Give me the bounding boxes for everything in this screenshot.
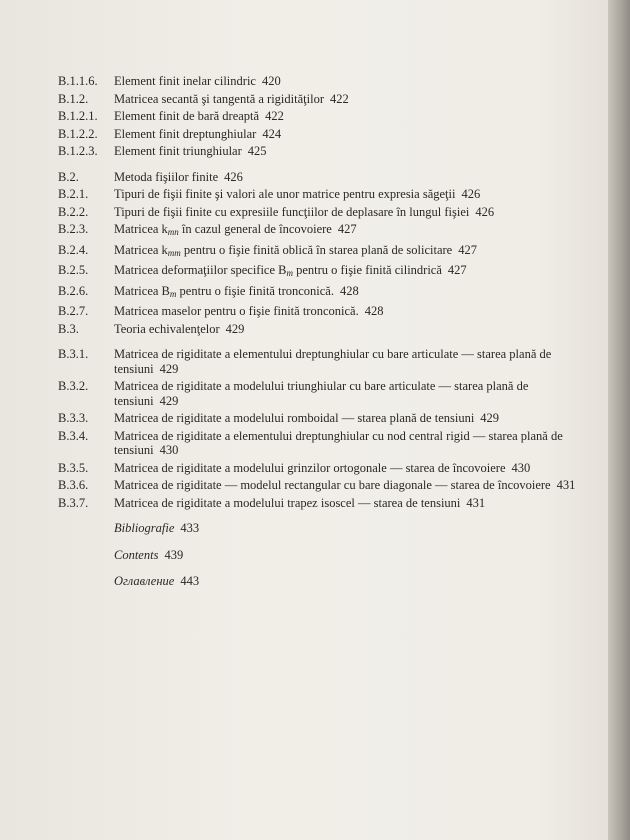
book-spine — [608, 0, 630, 840]
toc-title: Tipuri de fişii finite şi valori ale unor matrice pentru expresia săgeţii — [114, 187, 456, 201]
toc-entry[interactable] — [58, 322, 578, 337]
toc-entry[interactable] — [58, 379, 578, 408]
toc-number: B.2.1. — [58, 187, 89, 201]
contents-title: Contents — [114, 547, 159, 562]
toc-entry[interactable] — [58, 304, 578, 319]
toc-page: 429 — [225, 321, 245, 336]
toc-number: B.3.4. — [58, 428, 89, 443]
toc-title: Matricea de rigiditate — modelul rectangular cu bare diagonale — starea de încovoiere — [114, 478, 551, 492]
toc-page: 427 — [447, 263, 467, 277]
toc-number: B.2.4. — [58, 242, 89, 257]
toc-page: 429 — [480, 411, 500, 425]
russian-contents-title: Оглавление — [114, 574, 175, 588]
toc-page: 422 — [265, 109, 284, 123]
toc-number: B.1.2.1. — [58, 109, 98, 123]
toc-page: 433 — [180, 521, 200, 535]
toc-entry[interactable] — [58, 347, 578, 376]
toc-number: B.3.3. — [58, 411, 89, 425]
toc-title: Metoda fişiilor finite — [114, 169, 219, 184]
toc-number: B.3.6. — [58, 478, 89, 492]
toc-number: B.1.2.3. — [58, 144, 98, 158]
back-matter-entry[interactable] — [58, 521, 578, 536]
toc-title: Matricea de rigiditate a elementului dreptunghiular cu nod central rigid — starea plană de tensiuni — [114, 428, 563, 457]
table-of-contents — [58, 74, 578, 592]
toc-number: B.3.7. — [58, 495, 89, 510]
toc-entry[interactable] — [58, 263, 578, 281]
toc-title: Matricea de rigiditate a modelului grinzilor ortogonale — starea de încovoiere — [114, 460, 506, 475]
toc-number: B.1.2.2. — [58, 126, 98, 141]
toc-entry[interactable] — [58, 144, 578, 159]
toc-page: 431 — [556, 478, 576, 492]
toc-entry[interactable] — [58, 429, 578, 458]
toc-page: 429 — [159, 393, 179, 408]
section-gap — [58, 513, 578, 521]
toc-entry[interactable] — [58, 222, 578, 240]
toc-number: B.3.1. — [58, 347, 89, 361]
toc-page: 420 — [261, 74, 281, 88]
toc-title: Element finit de bară dreaptă — [114, 109, 260, 123]
toc-page: 426 — [224, 169, 243, 184]
toc-entry[interactable] — [58, 92, 578, 107]
toc-entry[interactable] — [58, 187, 578, 202]
toc-title: Matricea de rigiditate a elementului dreptunghiular cu bare articulate — starea plană de tensiuni — [114, 347, 552, 376]
toc-title: Element finit dreptunghiular — [114, 126, 257, 141]
toc-entry[interactable] — [58, 243, 578, 261]
toc-title: Matricea $k_{mm}$ pentru o fişie finită oblică în starea plană de solicitare — [114, 242, 453, 258]
back-matter-entry[interactable] — [58, 548, 578, 563]
back-matter-entry[interactable] — [58, 574, 578, 589]
toc-entry[interactable] — [58, 109, 578, 124]
toc-page: 431 — [466, 495, 486, 510]
toc-title: Matricea secantă şi tangentă a rigidităţilor — [114, 91, 324, 106]
toc-page: 429 — [159, 361, 179, 376]
toc-page: 439 — [164, 547, 184, 562]
section-gap — [58, 339, 578, 347]
toc-number: B.2.7. — [58, 304, 89, 318]
toc-title: Matricea maselor pentru o fişie finită tronconică. — [114, 304, 359, 318]
toc-number: B.1.1.6. — [58, 74, 98, 88]
toc-page: 424 — [262, 126, 282, 141]
toc-title: Matricea de rigiditate a modelului romboidal — starea plană de tensiuni — [114, 411, 475, 425]
toc-title: Element finit triunghiular — [114, 144, 242, 158]
toc-title: Matricea $B_m$ pentru o fişie finită tronconică. — [114, 283, 334, 299]
toc-number: B.2.5. — [58, 263, 89, 277]
toc-page: 430 — [159, 443, 179, 457]
toc-title: Tipuri de fişii finite cu expresiile funcţiilor de deplasare în lungul fişiei — [114, 204, 470, 219]
toc-title: Matricea deformaţiilor specifice $B_m$ pentru o fişie finită cilindrică — [114, 263, 442, 278]
toc-page: 428 — [364, 304, 384, 318]
toc-page: 426 — [461, 187, 481, 201]
toc-entry[interactable] — [58, 127, 578, 142]
toc-number: B.2.3. — [58, 222, 89, 236]
section-gap — [58, 162, 578, 170]
toc-page: 427 — [337, 222, 357, 236]
toc-entry[interactable] — [58, 461, 578, 476]
toc-number: B.2. — [58, 169, 79, 184]
toc-title: Matricea de rigiditate a modelului triunghiular cu bare articulate — starea plană de tensiuni — [114, 379, 529, 408]
toc-page: 425 — [247, 144, 267, 158]
toc-number: B.3.2. — [58, 379, 89, 393]
toc-entry[interactable] — [58, 74, 578, 89]
toc-page: 430 — [511, 460, 531, 475]
toc-page: 422 — [329, 91, 349, 106]
bibliography-title: Bibliografie — [114, 521, 175, 535]
toc-page: 427 — [458, 242, 477, 257]
toc-title: Element finit inelar cilindric — [114, 74, 256, 88]
toc-number: B.2.6. — [58, 283, 89, 298]
toc-title: Matricea de rigiditate a modelului trapez isoscel — starea de tensiuni — [114, 495, 461, 510]
toc-number: B.3.5. — [58, 460, 89, 475]
toc-entry[interactable] — [58, 284, 578, 302]
toc-number: B.3. — [58, 321, 79, 336]
toc-title: Teoria echivalenţelor — [114, 321, 220, 336]
toc-page: 428 — [339, 283, 359, 298]
toc-entry[interactable] — [58, 205, 578, 220]
toc-page: 443 — [180, 574, 200, 588]
toc-number: B.2.2. — [58, 204, 89, 219]
toc-entry[interactable] — [58, 170, 578, 185]
toc-page: 426 — [475, 204, 495, 219]
toc-entry[interactable] — [58, 478, 578, 493]
toc-title: Matricea $k_{mn}$ în cazul general de încovoiere — [114, 222, 332, 237]
toc-number: B.1.2. — [58, 91, 89, 106]
toc-entry[interactable] — [58, 411, 578, 426]
toc-entry[interactable] — [58, 496, 578, 511]
